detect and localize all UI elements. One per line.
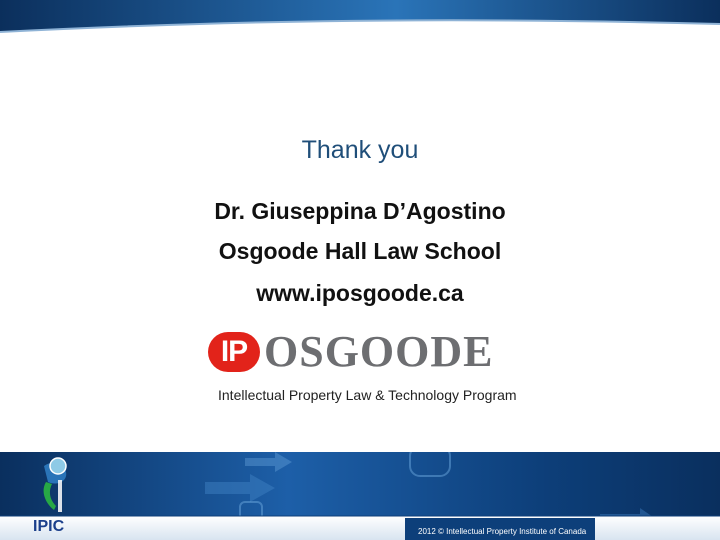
- ip-logo-mark: IP: [208, 332, 260, 372]
- logo-tagline: Intellectual Property Law & Technology Program: [218, 387, 517, 403]
- footer-band: [0, 452, 720, 540]
- ipic-label: IPIC: [33, 518, 65, 535]
- iposgoode-logo: [208, 327, 517, 408]
- header-band: [0, 0, 720, 44]
- slide-title: Thank you: [301, 136, 419, 164]
- website-url[interactable]: www.iposgoode.ca: [256, 280, 464, 306]
- copyright-text: 2012 © Intellectual Property Institute of Canada: [418, 527, 587, 536]
- institution-name: Osgoode Hall Law School: [218, 238, 502, 264]
- presenter-name: Dr. Giuseppina D’Agostino: [214, 198, 506, 224]
- osgoode-wordmark: OSGOODE: [264, 327, 494, 376]
